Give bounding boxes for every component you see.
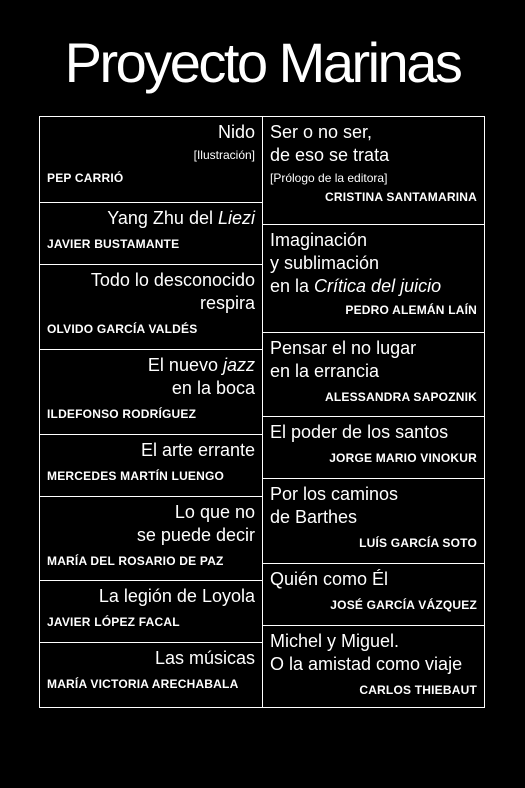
entry-title: La legión de Loyola [98,586,255,606]
entry-title: Todo lo desconocido respira [90,270,255,313]
entry-title: Nido [217,122,255,142]
list-item [263,333,484,417]
entry-title: El poder de los santos [270,422,449,442]
right-column [263,117,484,707]
entry-author: JAVIER BUSTAMANTE [47,237,180,251]
entry-author: JAVIER LÓPEZ FACAL [47,615,180,629]
contents-grid [39,116,485,708]
list-item [40,435,262,497]
list-item [40,497,262,581]
entry-author: ILDEFONSO RODRÍGUEZ [47,407,197,421]
entry-author: OLVIDO GARCÍA VALDÉS [47,322,198,336]
entry-author: CRISTINA SANTAMARINA [325,190,477,204]
entry-note: [Ilustración] [193,148,255,162]
book-title: Proyecto Marinas [64,31,461,94]
list-item [263,564,484,626]
list-item [40,265,262,350]
entry-author: MERCEDES MARTÍN LUENGO [47,469,225,483]
list-item [40,203,262,265]
entry-title: Quién como Él [270,569,389,589]
entry-author: ALESSANDRA SAPOZNIK [324,390,477,404]
entry-author: JOSÉ GARCÍA VÁZQUEZ [330,598,477,612]
entry-author: JORGE MARIO VINOKUR [329,451,477,465]
entry-author: MARÍA VICTORIA ARECHABALA [47,677,239,691]
list-item [40,581,262,643]
entry-author: MARÍA DEL ROSARIO DE PAZ [47,554,224,568]
entry-title: El nuevo jazz en la boca [147,355,255,398]
list-item [40,643,262,707]
entry-title: El arte errante [140,440,255,460]
list-item [263,626,484,707]
entry-author: LUÍS GARCÍA SOTO [359,536,477,550]
list-item [263,225,484,333]
list-item [40,117,262,203]
list-item [263,479,484,564]
entry-title: Michel y Miguel. O la amistad como viaje [270,631,463,674]
entry-note: [Prólogo de la editora] [270,171,388,185]
entry-author: CARLOS THIEBAUT [359,683,477,697]
left-column [40,117,263,707]
list-item [263,117,484,225]
entry-title: Lo que no se puede decir [136,502,255,545]
list-item [263,417,484,479]
entry-author: PEP CARRIÓ [47,171,124,185]
entry-title: Las músicas [154,648,255,668]
entry-title: Pensar el no lugar en la errancia [270,338,417,381]
entry-title: Yang Zhu del Liezi [107,208,255,228]
entry-author: PEDRO ALEMÁN LAÍN [345,303,477,317]
entry-title: Imaginación y sublimación en la Crítica del juicio [270,230,442,296]
list-item [40,350,262,435]
entry-title: Por los caminos de Barthes [270,484,399,527]
entry-title: Ser o no ser, de eso se trata [270,122,390,165]
